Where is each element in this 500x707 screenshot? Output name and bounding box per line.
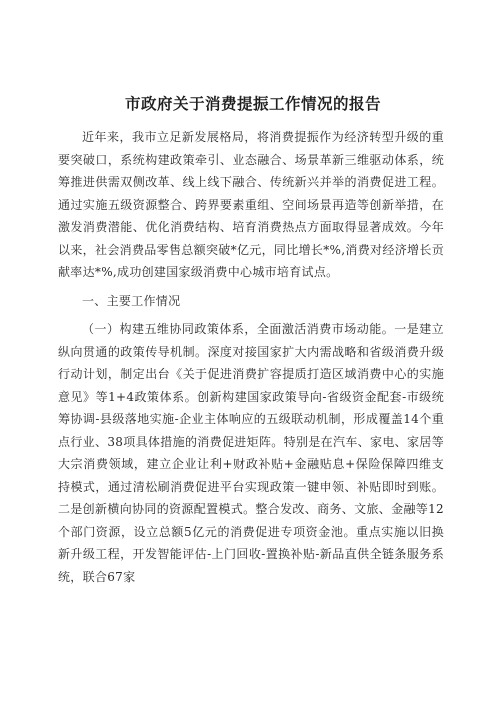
subsection-heading: （一）构建五维协同政策体系，全面激活消费市场动能。	[82, 322, 395, 336]
intro-paragraph: 近年来，我市立足新发展格局，将消费提振作为经济转型升级的重要突破口，系统构建政策牵引、业态融合、场景革新三维驱动体系，统筹推进供需双侧改革、线上线下融合、传统新兴并举的消费促进工程。通过实施五级资源整合、跨界要素重组、空间场景再造等创新举措，在激发消费潜能、优化消费结构、培育消费热点方面取得显著成效。今年以来，社会消费品零售总额突破*亿元，同比增长*%,消费对经济增长贡献率达*%,成功创建国家级消费中心城市培育试点。	[58, 130, 444, 279]
subsection-paragraph	[58, 318, 444, 588]
subsection-body: 一是建立纵向贯通的政策传导机制。深度对接国家扩大内需战略和省级消费升级行动计划，制定出台《关于促进消费扩容提质打造区域消费中心的实施意见》等1+4政策体系。创新构建国家政策导向-省级资金配套-市级统筹协调-县级落地实施-企业主体响应的五级联动机制，形成覆盖14个重点行业、38项具体措施的消费促进矩阵。特别是在汽车、家电、家居等大宗消费领域，建立企业让利+财政补贴+金融贴息+保险保障四维支持模式，通过清松刷消费促进平台实现政策一键申领、补贴即时到账。二是创新横向协同的资源配置模式。整合发改、商务、文旅、金融等12个部门资源，设立总额5亿元的消费促进专项资金池。重点实施以旧换新升级工程，开发智能评估-上门回收-置换补贴-新品直供全链条服务系统，联合67家	[58, 322, 444, 584]
section-heading: 一、主要工作情况	[82, 293, 181, 308]
document-title: 市政府关于消费提振工作情况的报告	[124, 95, 381, 113]
